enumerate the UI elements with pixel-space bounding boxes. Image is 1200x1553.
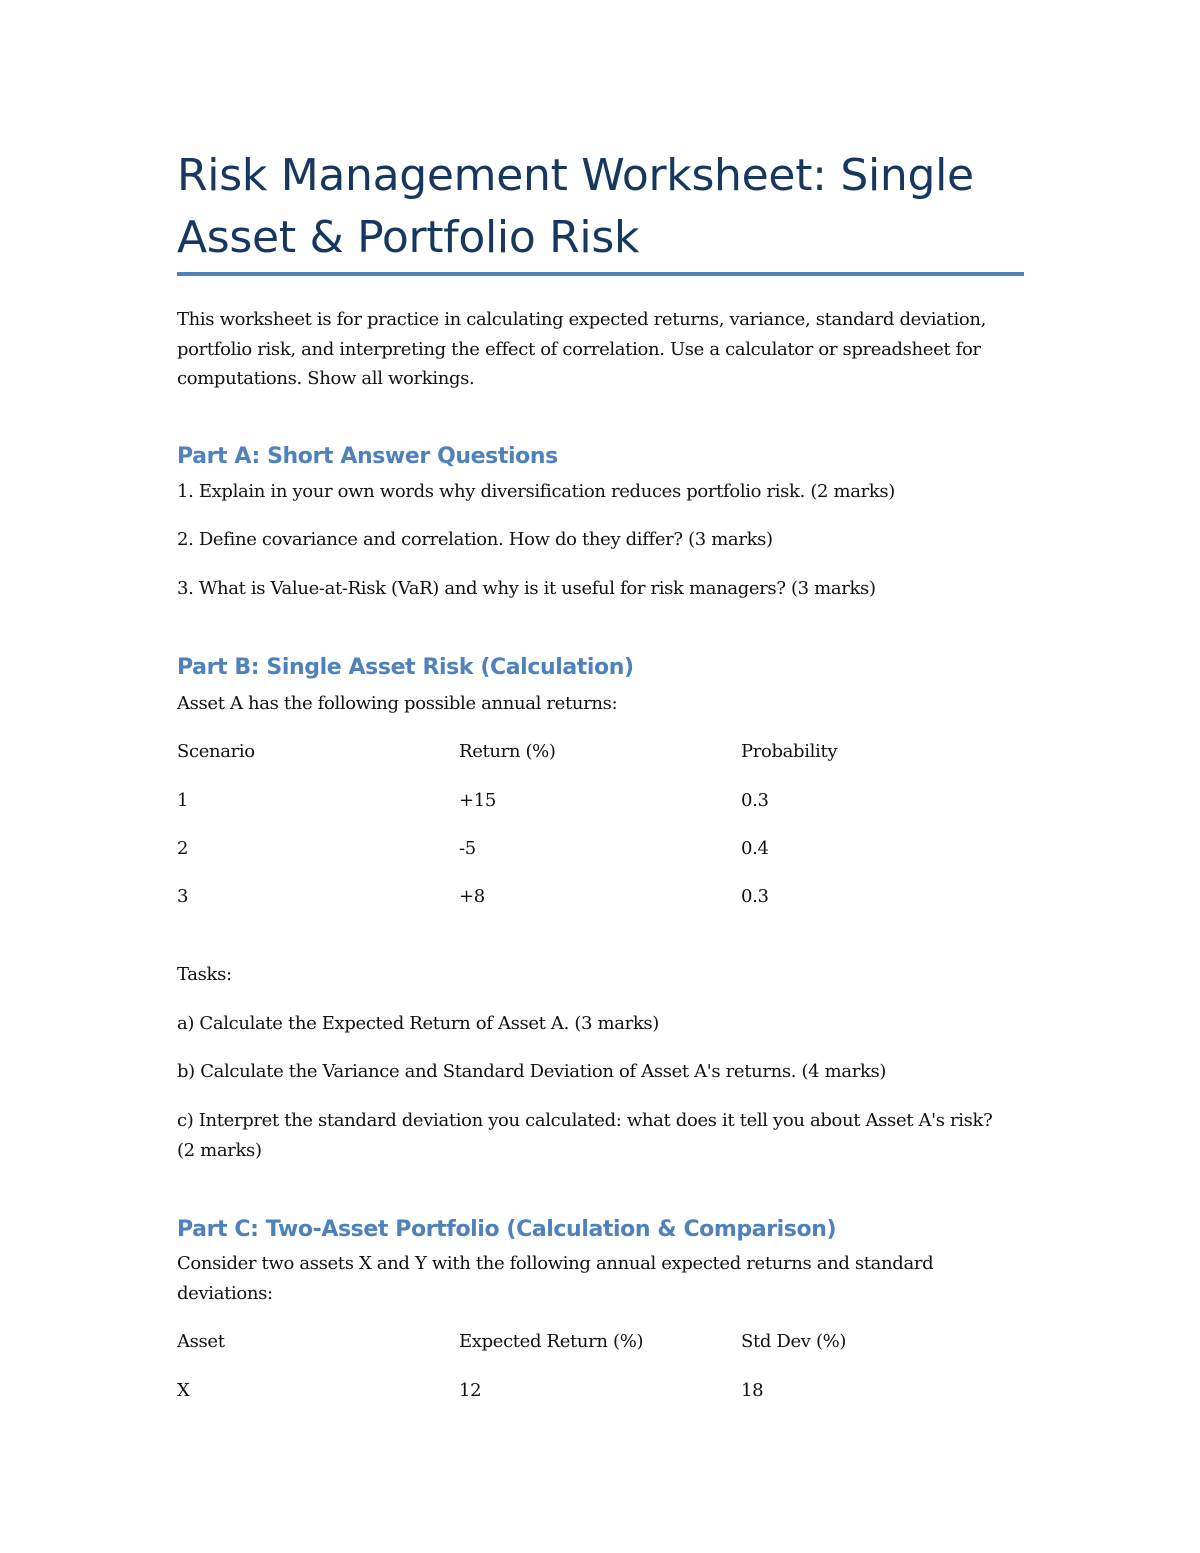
table-cell: 2 — [177, 838, 189, 859]
tasks-label: Tasks: — [177, 964, 232, 985]
table-cell: +8 — [459, 886, 485, 907]
table-cell: 0.3 — [741, 886, 769, 907]
table-row — [177, 882, 1037, 911]
task-c: c) Interpret the standard deviation you calculated: what does it tell you about Asset A's risk? (2 marks) — [177, 1110, 993, 1161]
part-b-intro: Asset A has the following possible annual returns: — [177, 693, 618, 714]
part-b-table-header — [177, 737, 1037, 766]
table-header-cell: Return (%) — [459, 741, 556, 762]
table-cell: 12 — [459, 1380, 482, 1401]
table-row — [177, 1376, 1037, 1405]
table-header-cell: Asset — [177, 1331, 225, 1352]
title-underline — [177, 272, 1024, 276]
table-cell: X — [177, 1380, 190, 1401]
table-row — [177, 834, 1037, 863]
table-cell: +15 — [459, 790, 496, 811]
table-cell: 0.3 — [741, 790, 769, 811]
part-a-heading: Part A: Short Answer Questions — [177, 444, 558, 469]
table-row — [177, 786, 1037, 815]
table-header-cell: Std Dev (%) — [741, 1331, 847, 1352]
part-c-intro: Consider two assets X and Y with the following annual expected returns and standard deviations: — [177, 1253, 934, 1304]
part-a-question-3: 3. What is Value-at-Risk (VaR) and why is it useful for risk managers? (3 marks) — [177, 578, 876, 599]
table-cell: 3 — [177, 886, 189, 907]
table-header-cell: Scenario — [177, 741, 255, 762]
part-a-question-2: 2. Define covariance and correlation. How do they differ? (3 marks) — [177, 529, 773, 550]
part-b-heading: Part B: Single Asset Risk (Calculation) — [177, 655, 634, 680]
table-cell: -5 — [459, 838, 476, 859]
table-header-cell: Probability — [741, 741, 838, 762]
page-title: Risk Management Worksheet: Single Asset & Portfolio Risk — [177, 150, 974, 263]
table-header-cell: Expected Return (%) — [459, 1331, 644, 1352]
part-c-heading: Part C: Two-Asset Portfolio (Calculation & Comparison) — [177, 1217, 837, 1242]
table-cell: 18 — [741, 1380, 764, 1401]
task-b: b) Calculate the Variance and Standard Deviation of Asset A's returns. (4 marks) — [177, 1061, 887, 1082]
task-a: a) Calculate the Expected Return of Asset A. (3 marks) — [177, 1013, 659, 1034]
table-cell: 1 — [177, 790, 189, 811]
part-c-table-header — [177, 1327, 1037, 1356]
intro-paragraph: This worksheet is for practice in calculating expected returns, variance, standard deviation, portfolio risk, and interpreting the effect of correlation. Use a calculator or spreadsheet for computations. Show all workings. — [177, 309, 986, 389]
part-a-question-1: 1. Explain in your own words why diversification reduces portfolio risk. (2 marks) — [177, 481, 895, 502]
table-cell: 0.4 — [741, 838, 769, 859]
